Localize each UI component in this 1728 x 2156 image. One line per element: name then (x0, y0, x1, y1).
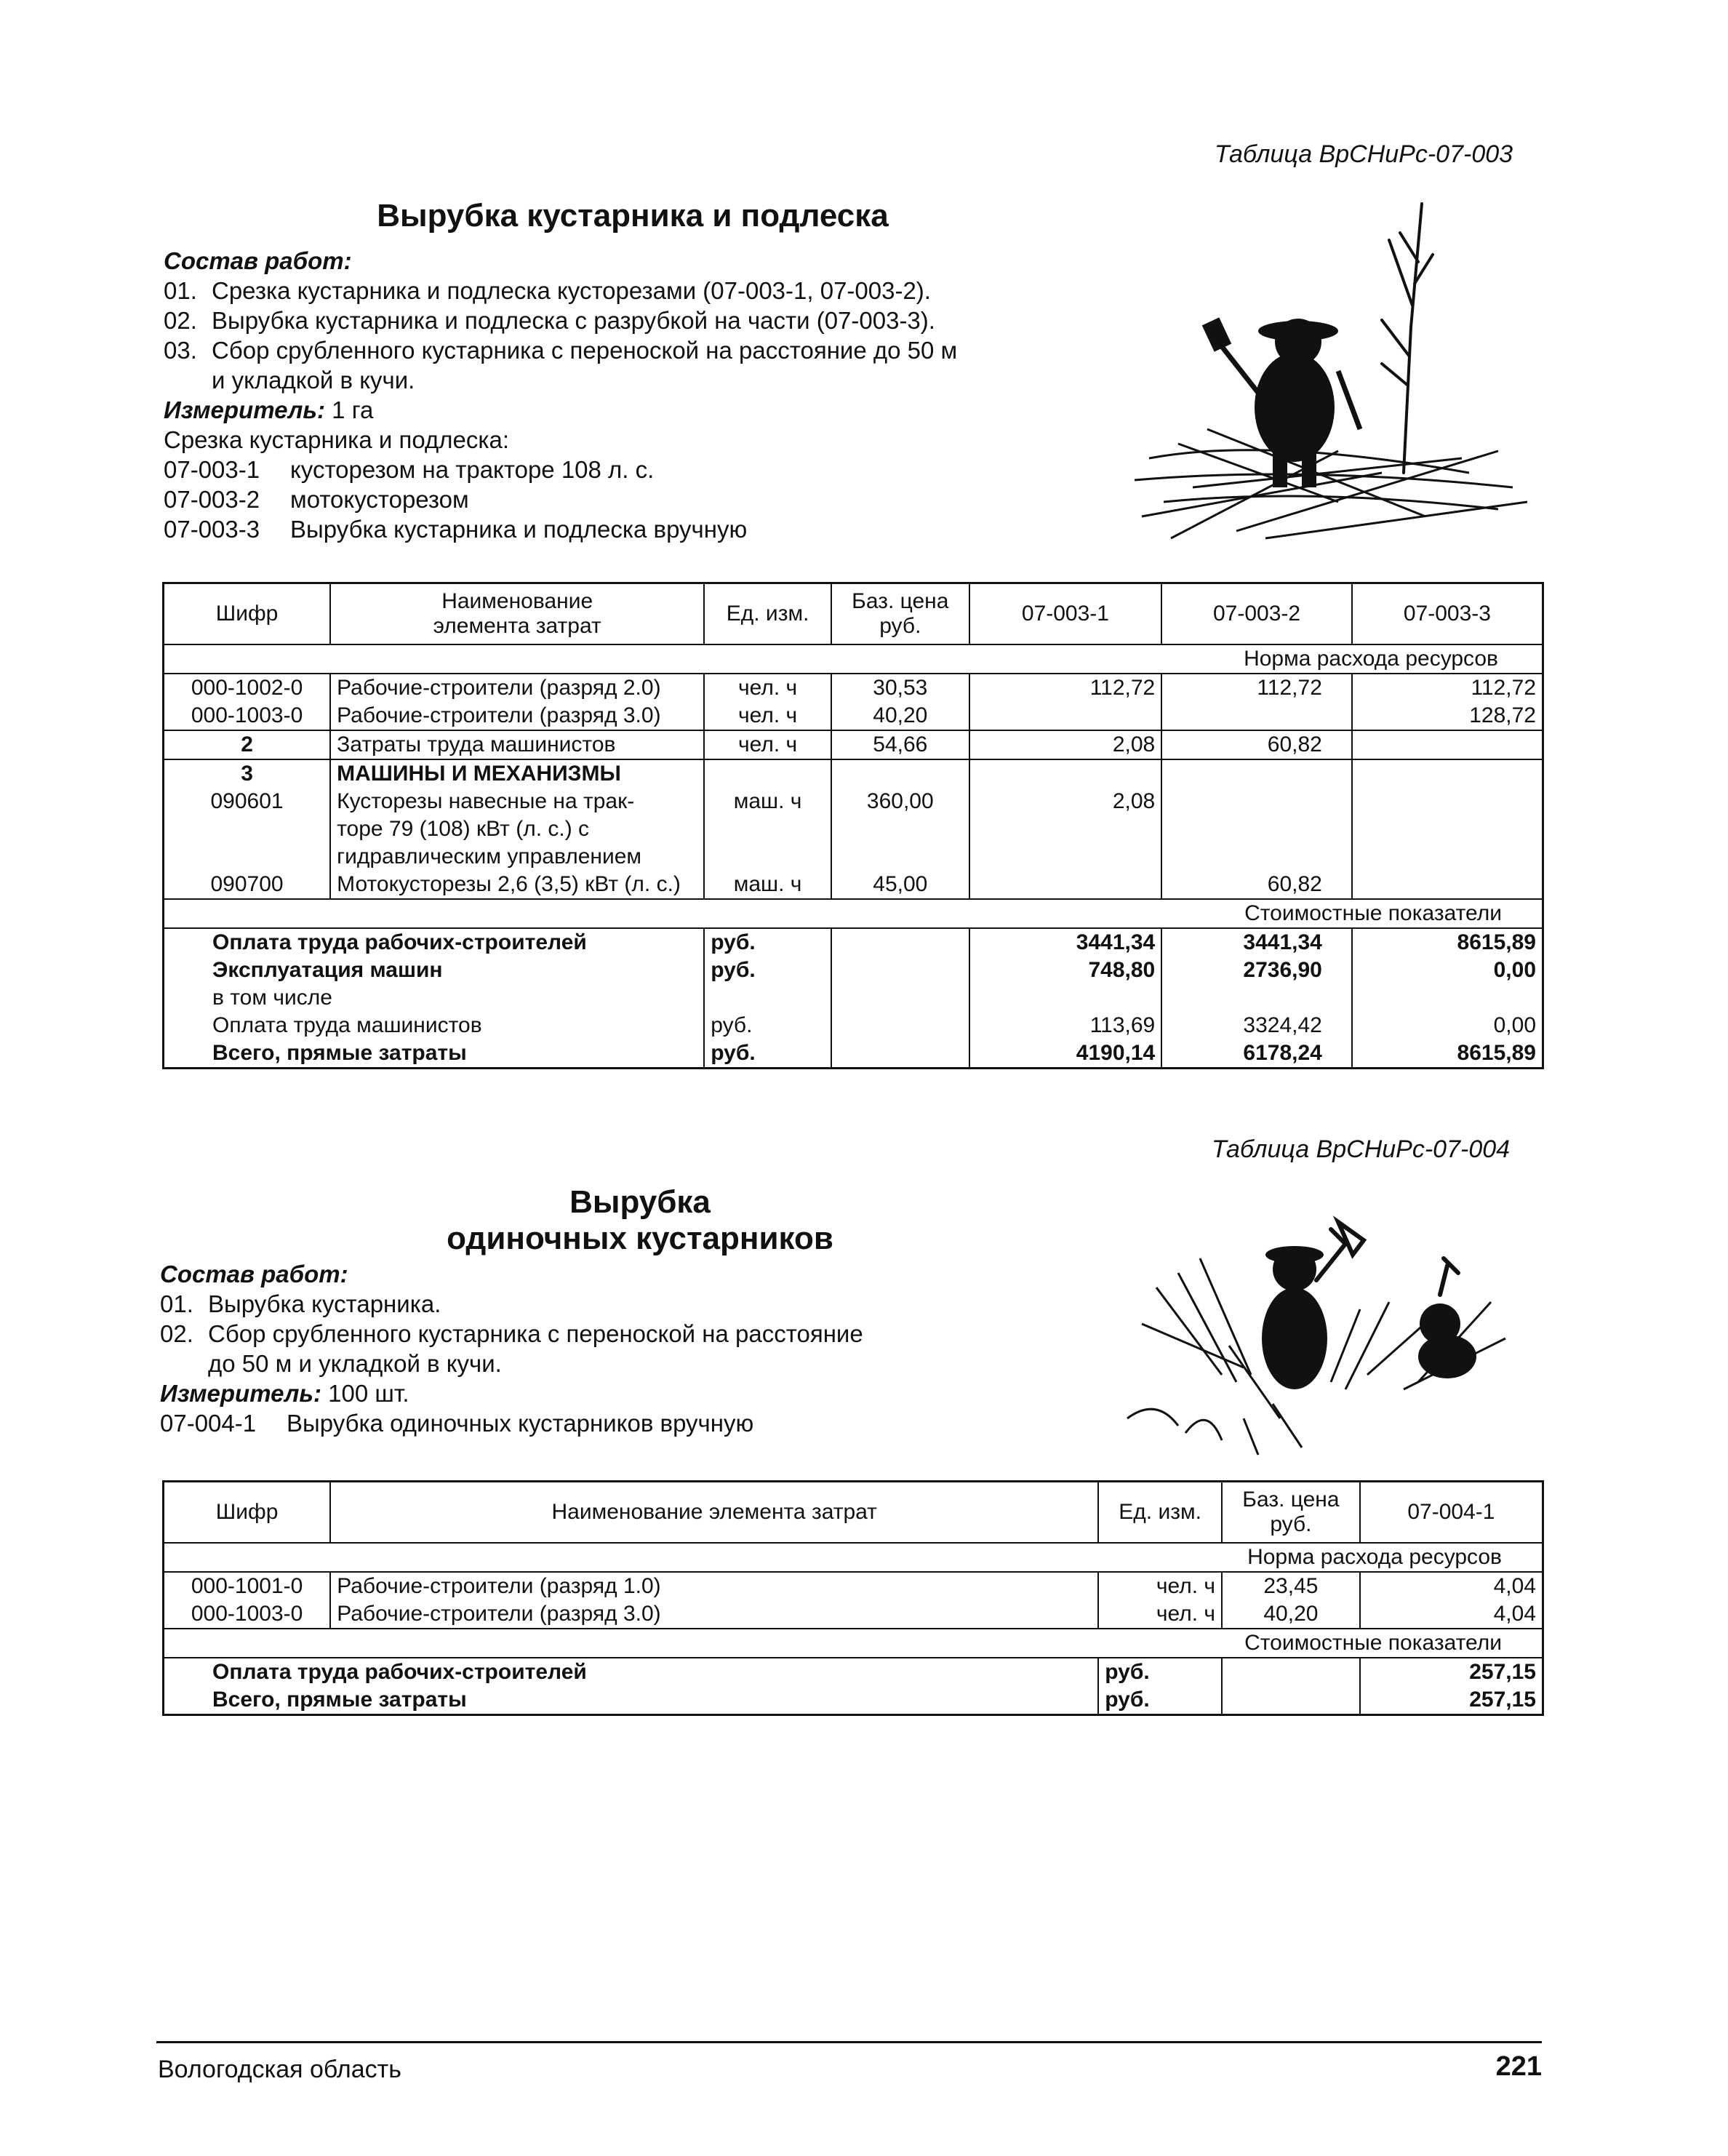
resource-table-2 (162, 1480, 1544, 1716)
col-header-shifr: Шифр (164, 583, 331, 644)
resource-table-1 (162, 582, 1544, 1069)
code-line: 07-003-3 Вырубка кустарника и подлеска вручную (164, 516, 748, 543)
footer-region: Вологодская область (158, 2056, 401, 2083)
col-header-price: Баз. цена руб. (831, 583, 969, 644)
col-header-unit: Ед. изм. (1098, 1482, 1222, 1543)
work-item-cont: и укладкой в кучи. (212, 367, 415, 394)
work-item: 01. Вырубка кустарника. (160, 1290, 441, 1317)
work-label: Состав работ: (160, 1261, 348, 1287)
brush-cutter-illustration (1120, 196, 1542, 575)
work-label: Состав работ: (164, 247, 352, 274)
section-title-1: Вырубка кустарника и подлеска (377, 198, 889, 233)
work-item: 02. Вырубка кустарника и подлеска с разрубкой на части (07-003-3). (164, 307, 935, 334)
col-header-unit: Ед. изм. (704, 583, 831, 644)
work-item: 01. Срезка кустарника и подлеска кусторезами (07-003-1, 07-003-2). (164, 277, 931, 304)
col-header-name: Наименование элемента затрат (330, 1482, 1098, 1543)
work-composition-2 (160, 1259, 863, 1438)
code-line: 07-004-1 Вырубка одиночных кустарников вручную (160, 1410, 754, 1437)
cost-rows: Оплата труда рабочих-строителей Эксплуатация машин в том числе Оплата труда машинистов Всего, прямые затраты руб. руб. руб. руб. 3441,34 748,80 113,69 4190,14 3441,34 2736,90 3324,42 6178,24 8615,89 0,00 0,00 8615,89 (164, 928, 1543, 1069)
table-caption-2: Таблица ВрСНиРс-07-004 (1212, 1135, 1511, 1163)
cost-rows: Оплата труда рабочих-строителей Всего, прямые затраты руб. руб. 257,15 257,15 (164, 1658, 1543, 1715)
machines-row: 3 090601 090700 МАШИНЫ И МЕХАНИЗМЫ Кусторезы навесные на трак- торе 79 (108) кВт (л. с.) с гидравлическим управлением Мотокусторезы 2,6 (3,5) кВт (л. с.) маш. ч маш. ч 360,00 45,00 2,08 60,82 (164, 759, 1543, 899)
measure-line: Измеритель: 100 шт. (160, 1380, 409, 1407)
col-header-07-003-3: 07-003-3 (1352, 583, 1543, 644)
cost-subheader: Стоимостные показатели (164, 1629, 1543, 1658)
bush-chopping-illustration (1113, 1200, 1520, 1462)
col-header-shifr: Шифр (164, 1482, 331, 1543)
col-header-07-003-2: 07-003-2 (1161, 583, 1352, 644)
table-row: 000-1001-0 Рабочие-строители (разряд 1.0) чел. ч 23,45 4,04 (164, 1572, 1543, 1600)
section-title-2: Вырубка одиночных кустарников (447, 1184, 833, 1256)
table-row: 000-1002-0 Рабочие-строители (разряд 2.0) чел. ч 30,53 112,72 112,72 112,72 (164, 674, 1543, 702)
work-composition-1 (164, 246, 957, 544)
footer-rule (156, 2041, 1542, 2043)
code-line: 07-003-1 кусторезом на тракторе 108 л. с. (164, 456, 655, 483)
work-item-cont: до 50 м и укладкой в кучи. (208, 1350, 502, 1377)
work-item: 03. Сбор срубленного кустарника с переноской на расстояние до 50 м (164, 337, 958, 364)
col-header-07-004-1: 07-004-1 (1360, 1482, 1543, 1543)
cost-subheader: Стоимостные показатели (164, 899, 1543, 928)
intro-line: Срезка кустарника и подлеска: (164, 426, 510, 453)
table-header-row (164, 1482, 1543, 1543)
work-item: 02. Сбор срубленного кустарника с переноской на расстояние (160, 1320, 863, 1347)
table-row: 000-1003-0 Рабочие-строители (разряд 3.0) чел. ч 40,20 4,04 (164, 1600, 1543, 1629)
norm-subheader: Норма расхода ресурсов (164, 1543, 1543, 1572)
col-header-07-003-1: 07-003-1 (969, 583, 1162, 644)
table-row: 2 Затраты труда машинистов чел. ч 54,66 2,08 60,82 (164, 730, 1543, 759)
table-header-row (164, 583, 1543, 644)
page-number: 221 (1495, 2051, 1542, 2082)
code-line: 07-003-2 мотокусторезом (164, 486, 469, 513)
table-row: 000-1003-0 Рабочие-строители (разряд 3.0) чел. ч 40,20 128,72 (164, 702, 1543, 730)
norm-subheader: Норма расхода ресурсов (164, 644, 1543, 674)
table-caption-1: Таблица ВрСНиРс-07-003 (1215, 140, 1513, 168)
measure-line: Измеритель: 1 га (164, 396, 374, 423)
col-header-name: Наименование элемента затрат (330, 583, 704, 644)
col-header-price: Баз. цена руб. (1222, 1482, 1360, 1543)
